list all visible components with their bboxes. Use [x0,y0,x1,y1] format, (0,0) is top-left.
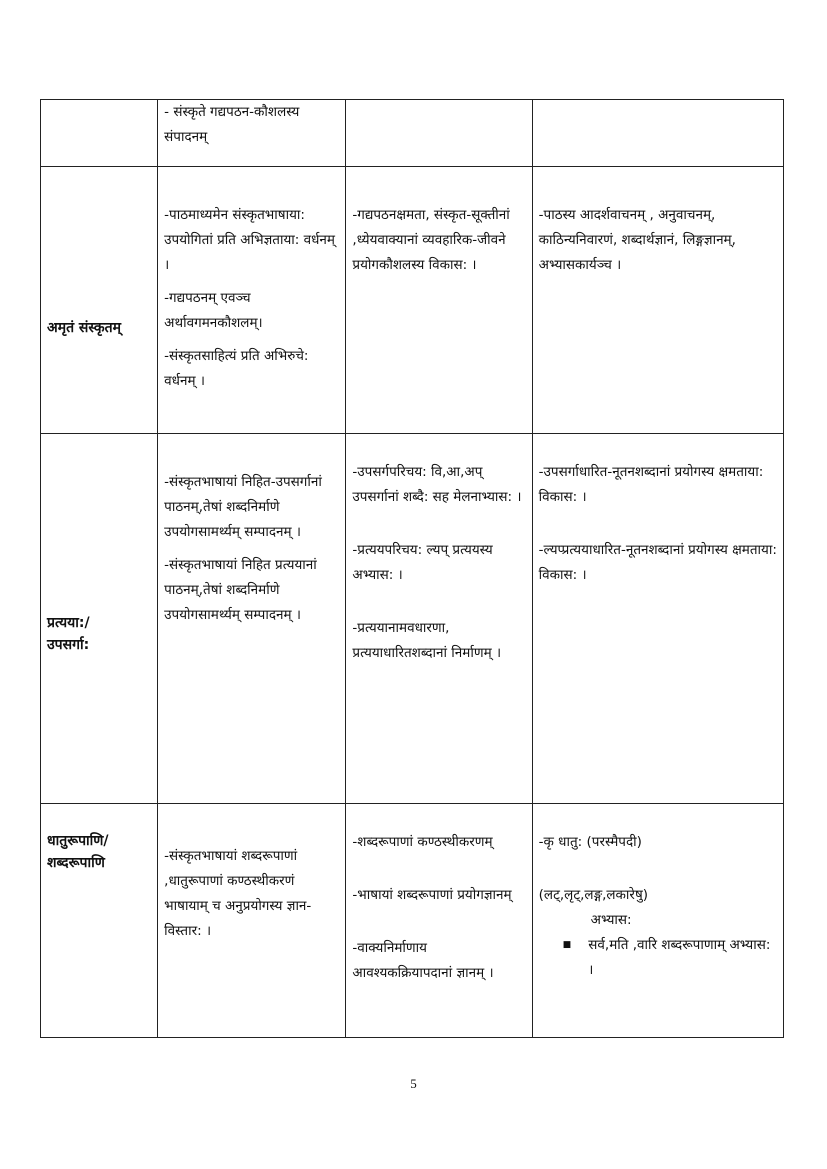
objective-text: -पाठमाध्यमेन संस्कृतभाषाया: उपयोगितां प्रति अभिज्ञताया: वर्धनम् । [164,207,335,273]
outcome-text: -शब्दरूपाणां कण्ठस्थीकरणम् [352,834,493,850]
outcome-text: -भाषायां शब्दरूपाणां प्रयोगज्ञानम् [352,887,512,903]
topic-cell [41,434,158,804]
objective-text: -संस्कृतभाषायां निहित प्रत्ययानां पाठनम्,तेषां शब्दनिर्माणे उपयोगसामर्थ्यम् सम्पादनम् । [164,557,317,623]
activity-text: -कृ धातु: (परस्मैपदी) [538,834,642,850]
square-bullet-icon: ■ [562,940,572,950]
topic-title: शब्दरूपाणि [47,855,105,871]
outcome-text: -प्रत्ययानामवधारणा, प्रत्ययाधारितशब्दानां निर्माणम् । [352,620,502,661]
topic-cell [41,167,158,434]
list-item [563,933,777,983]
topic-cell [41,804,158,1038]
objective-text: -गद्यपठनम् एवञ्च अर्थावगमनकौशलम्। [164,290,263,331]
activity-text: -ल्यप्प्रत्ययाधारित-नूतनशब्दानां प्रयोगस्य क्षमताया: विकास: । [538,542,777,583]
objectives-cell [158,434,346,804]
outcome-text: -उपसर्गपरिचय: वि,आ,अप् उपसर्गानां शब्दै: सह मेलनाभ्यास: । [352,464,522,505]
activities-cell [532,100,783,167]
outcomes-cell [346,167,532,434]
topic-cell [41,100,158,167]
activity-text: (लट्,लृट्,लङ्ग,लकारेषु) [538,887,649,903]
objectives-cell [158,804,346,1038]
activities-cell [532,804,783,1038]
activity-bullet-text: सर्व,मति ,वारि शब्दरूपाणाम् अभ्यास: । [588,937,771,978]
activities-cell [532,167,783,434]
objective-text: -संस्कृतसाहित्यं प्रति अभिरुचे: वर्धनम् । [164,348,309,389]
outcomes-cell [346,434,532,804]
objectives-cell [158,167,346,434]
table-row [41,434,784,804]
outcomes-cell [346,100,532,167]
topic-title: प्रत्यया:/ [47,615,90,631]
objective-text: -संस्कृतभाषायां निहित-उपसर्गानां पाठनम्,तेषां शब्दनिर्माणे उपयोगसामर्थ्यम् सम्पादनम् । [164,474,322,540]
objectives-cell [158,100,346,167]
activity-text: -पाठस्य आदर्शवाचनम् , अनुवाचनम्, काठिन्यनिवारणं, शब्दार्थज्ञानं, लिङ्गज्ञानम्, अभ्यासकार्यञ्च । [538,207,736,273]
topic-title: उपसर्गा: [47,637,90,653]
activities-cell [532,434,783,804]
table-row [41,100,784,167]
objective-text: -संस्कृतभाषायां शब्दरूपाणां ,धातुरूपाणां कण्ठस्थीकरणं भाषायाम् च अनुप्रयोगस्य ज्ञान-विस्तार: । [164,848,312,939]
table-row [41,804,784,1038]
topic-title: धातुरूपाणि/ [47,833,109,849]
activity-text: -उपसर्गाधारित-नूतनशब्दानां प्रयोगस्य क्षमताया: विकास: । [538,464,764,505]
page-number: 5 [410,1076,417,1091]
outcome-text: -गद्यपठनक्षमता, संस्कृत-सूक्तीनां ,ध्येयवाक्यानां व्यवहारिक-जीवने प्रयोगकौशलस्य विकास: । [352,207,510,273]
objective-text: - संस्कृते गद्यपठन-कौशलस्य संपादनम् [164,104,300,145]
outcome-text: -वाक्यनिर्माणाय आवश्यकक्रियापदानां ज्ञानम् । [352,940,494,981]
topic-title: अमृतं संस्कृतम् [47,320,121,336]
outcome-text: -प्रत्ययपरिचय: ल्यप् प्रत्ययस्य अभ्यास: । [352,542,493,583]
curriculum-table [40,99,784,1038]
table-row [41,167,784,434]
outcomes-cell [346,804,532,1038]
activity-text: अभ्यास: [590,912,632,928]
